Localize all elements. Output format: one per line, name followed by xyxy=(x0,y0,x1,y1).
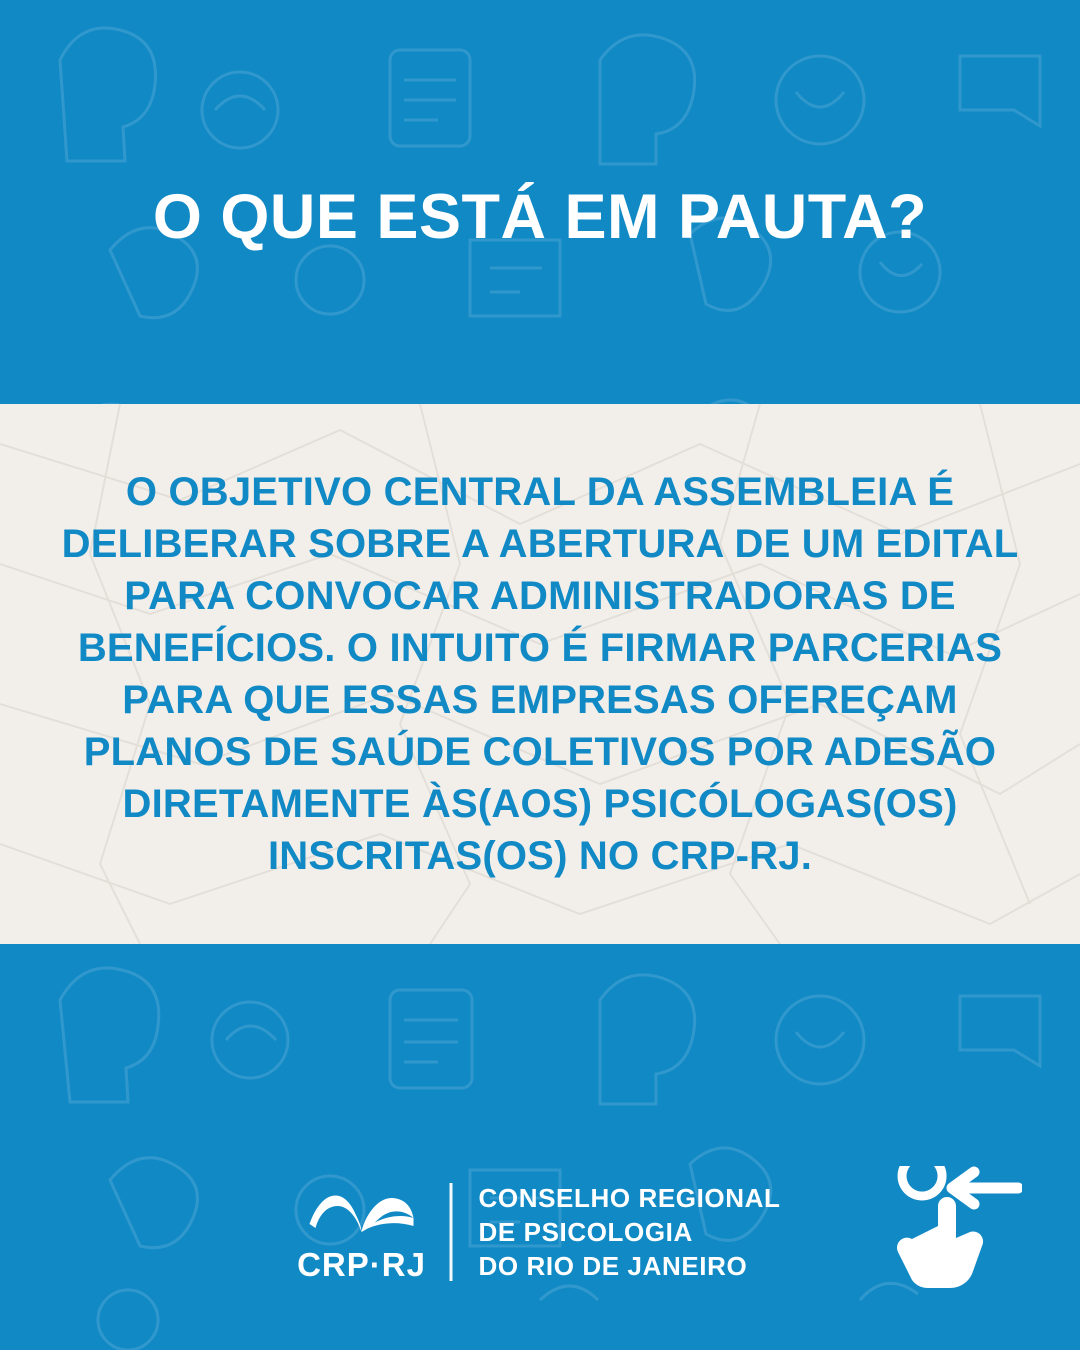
page-title: O QUE ESTÁ EM PAUTA? xyxy=(152,181,928,252)
footer-area xyxy=(0,944,1080,1350)
body-text: O OBJETIVO CENTRAL DA ASSEMBLEIA É DELIBERAR SOBRE A ABERTURA DE UM EDITAL PARA CONVOCAR ADMINISTRADORAS DE BENEFÍCIOS. O INTUITO É FIRMAR PARCERIAS PARA QUE ESSAS EMPRESAS OFEREÇAM PLANOS DE SAÚDE COLETIVOS POR ADESÃO DIRETAMENTE ÀS(AOS) PSICÓLOGAS(OS) INSCRITAS(OS) NO CRP-RJ. xyxy=(61,470,1019,878)
logo-wordmark: CRP·RJ xyxy=(297,1246,426,1283)
org-line-2: DE PSICOLOGIA xyxy=(478,1216,693,1247)
open-book-icon xyxy=(302,1180,422,1240)
headline-band xyxy=(0,0,1080,404)
org-line-1: CONSELHO REGIONAL xyxy=(478,1182,781,1213)
org-line-3: DO RIO DE JANEIRO xyxy=(478,1251,748,1282)
logo-divider xyxy=(450,1183,453,1281)
crp-rj-logo xyxy=(297,1180,781,1284)
organization-name xyxy=(453,1181,781,1284)
swipe-left-hand-icon[interactable] xyxy=(882,1166,1022,1296)
content-panel xyxy=(0,404,1080,944)
logo-mark xyxy=(297,1180,450,1284)
